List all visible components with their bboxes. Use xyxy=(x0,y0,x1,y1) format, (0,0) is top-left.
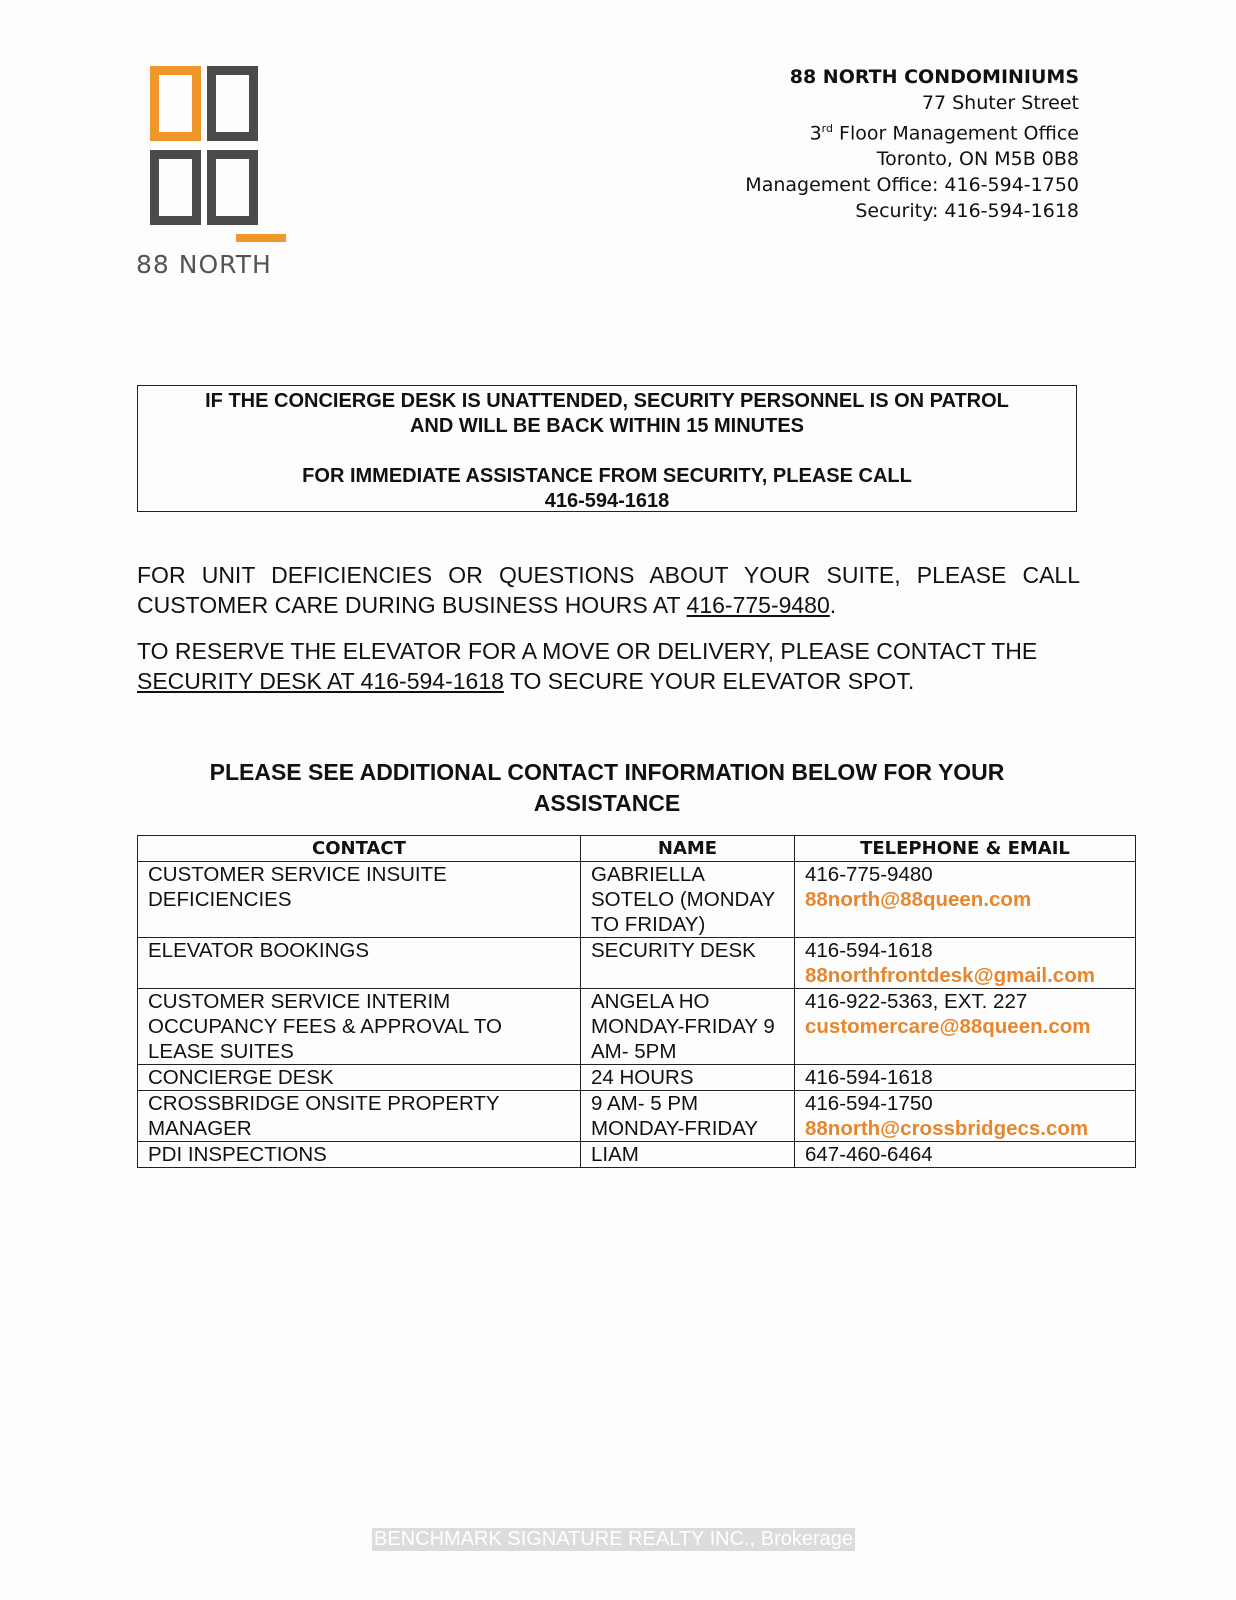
name-cell: LIAM xyxy=(581,1142,795,1168)
phone: 416-594-1618 xyxy=(805,939,933,962)
security-desk-phone: SECURITY DESK AT 416-594-1618 xyxy=(137,668,504,694)
management-phone: Management Office: 416-594-1750 xyxy=(745,174,1079,197)
name-cell: ANGELA HO MONDAY-FRIDAY 9 AM- 5PM xyxy=(581,989,795,1065)
name-cell: 24 HOURS xyxy=(581,1065,795,1091)
notice-box xyxy=(137,385,1077,512)
phone: 416-594-1750 xyxy=(805,1092,933,1115)
elevator-paragraph: TO RESERVE THE ELEVATOR FOR A MOVE OR DELIVERY, PLEASE CONTACT THE SECURITY DESK AT 416-594-1618 TO SECURE YOUR ELEVATOR SPOT. xyxy=(137,638,1038,694)
table-row xyxy=(138,1065,1136,1091)
telephone-email-cell xyxy=(795,1142,1136,1168)
telephone-email-cell xyxy=(795,1091,1136,1142)
building-name: 88 NORTH CONDOMINIUMS xyxy=(789,66,1079,88)
watermark: BENCHMARK SIGNATURE REALTY INC., Brokerage xyxy=(374,1528,854,1550)
table-row xyxy=(138,862,1136,938)
contact-cell: CUSTOMER SERVICE INTERIM OCCUPANCY FEES & APPROVAL TO LEASE SUITES xyxy=(138,989,581,1065)
security-phone: Security: 416-594-1618 xyxy=(855,200,1079,223)
table-row xyxy=(138,989,1136,1065)
phone: 416-922-5363, EXT. 227 xyxy=(805,990,1028,1013)
contact-heading: PLEASE SEE ADDITIONAL CONTACT INFORMATION BELOW FOR YOUR ASSISTANCE xyxy=(209,759,1005,816)
address-block xyxy=(745,64,1079,224)
city: Toronto, ON M5B 0B8 xyxy=(876,148,1079,171)
telephone-email-cell xyxy=(795,938,1136,989)
phone: 416-594-1618 xyxy=(805,1066,933,1089)
notice-phone: 416-594-1618 xyxy=(544,490,670,512)
logo-text: 88 NORTH xyxy=(136,250,272,279)
name-cell: SECURITY DESK xyxy=(581,938,795,989)
notice-line: FOR IMMEDIATE ASSISTANCE FROM SECURITY, PLEASE CALL xyxy=(302,465,912,487)
email: customercare@88queen.com xyxy=(805,1015,1091,1038)
telephone-email-cell xyxy=(795,989,1136,1065)
notice-line: IF THE CONCIERGE DESK IS UNATTENDED, SECURITY PERSONNEL IS ON PATROL xyxy=(205,390,1009,412)
header-contact: CONTACT xyxy=(138,836,581,862)
telephone-email-cell xyxy=(795,862,1136,938)
phone: 416-775-9480 xyxy=(805,863,933,886)
header-telephone-email: TELEPHONE & EMAIL xyxy=(795,836,1136,862)
name-cell: 9 AM- 5 PM MONDAY-FRIDAY xyxy=(581,1091,795,1142)
table-row xyxy=(138,1142,1136,1168)
table-row xyxy=(138,938,1136,989)
table-row xyxy=(138,1091,1136,1142)
header-name: NAME xyxy=(581,836,795,862)
contact-cell: ELEVATOR BOOKINGS xyxy=(138,938,581,989)
email: 88northfrontdesk@gmail.com xyxy=(805,964,1095,987)
email: 88north@88queen.com xyxy=(805,888,1032,911)
88-north-logo xyxy=(136,66,290,286)
phone: 647-460-6464 xyxy=(805,1143,933,1166)
contact-cell: CUSTOMER SERVICE INSUITE DEFICIENCIES xyxy=(138,862,581,938)
notice-line: AND WILL BE BACK WITHIN 15 MINUTES xyxy=(409,415,805,437)
floor: 3rd Floor Management Office xyxy=(809,122,1079,145)
email: 88north@crossbridgecs.com xyxy=(805,1117,1089,1140)
name-cell: GABRIELLA SOTELO (MONDAY TO FRIDAY) xyxy=(581,862,795,938)
contact-table xyxy=(137,835,1136,1168)
telephone-email-cell xyxy=(795,1065,1136,1091)
deficiencies-paragraph: FOR UNIT DEFICIENCIES OR QUESTIONS ABOUT YOUR SUITE, PLEASE CALL CUSTOMER CARE DURING BUSINESS HOURS AT 416-775-9480. xyxy=(137,562,1080,618)
contact-cell: CONCIERGE DESK xyxy=(138,1065,581,1091)
street: 77 Shuter Street xyxy=(921,92,1079,114)
contact-cell: CROSSBRIDGE ONSITE PROPERTY MANAGER xyxy=(138,1091,581,1142)
contact-cell: PDI INSPECTIONS xyxy=(138,1142,581,1168)
customer-care-phone: 416-775-9480 xyxy=(686,592,830,618)
